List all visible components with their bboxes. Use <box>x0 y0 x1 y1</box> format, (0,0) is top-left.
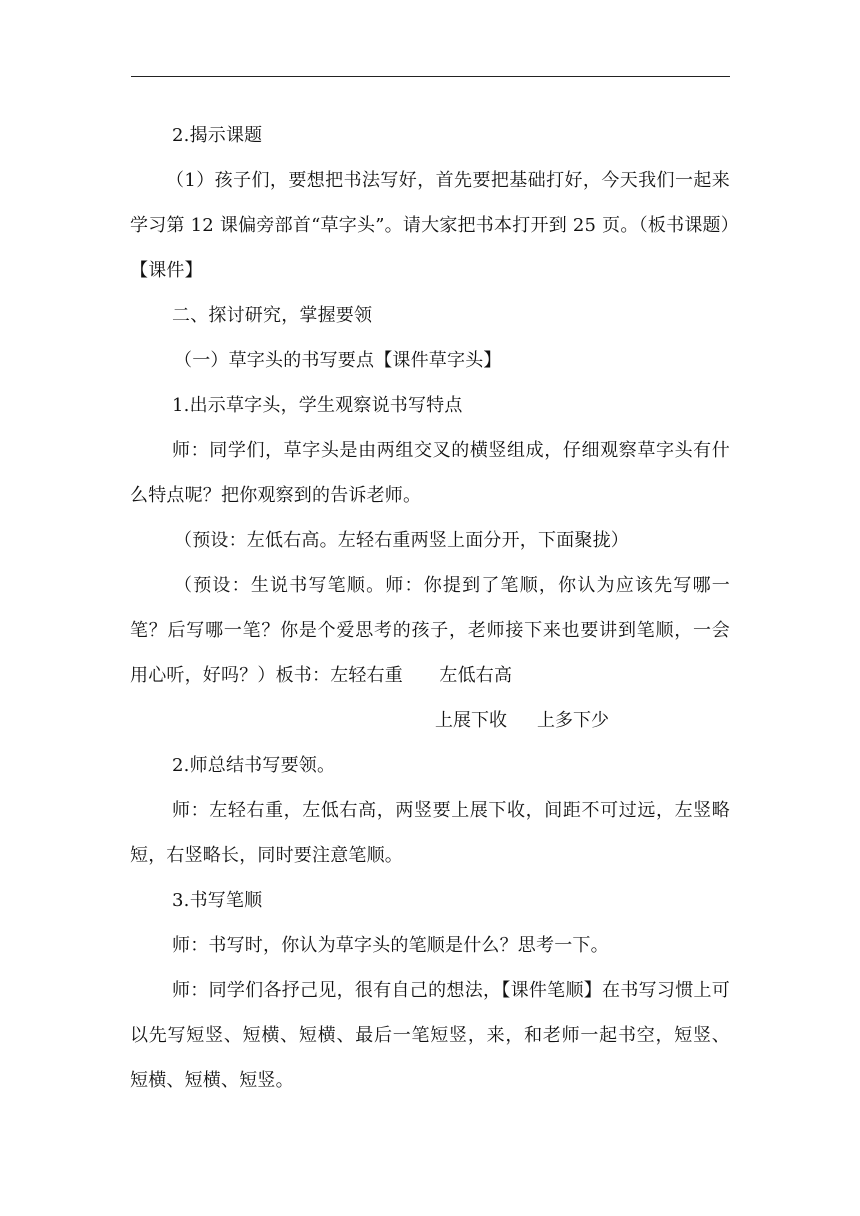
paragraph-intro: （1）孩子们，要想把书法写好，首先要把基础打好，今天我们一起来学习第 12 课偏旁部首“草字头”。请大家把书本打开到 25 页。（板书课题）【课件】 <box>130 170 730 281</box>
step-heading-stroke-order: 3.书写笔顺 <box>172 890 263 911</box>
section-heading-reveal-topic: 2.揭示课题 <box>172 125 263 146</box>
board-item-up-spread: 上展下收 <box>435 710 507 731</box>
step-heading-show-radical: 1.出示草字头，学生观察说书写特点 <box>172 395 463 416</box>
paragraph-teacher-summary: 师：左轻右重，左低右高，两竖要上展下收，间距不可过远，左竖略短，右竖略长，同时要注意笔顺。 <box>130 800 730 866</box>
paragraph-teacher-observe: 师：同学们，草字头是由两组交叉的横竖组成，仔细观察草字头有什么特点呢？把你观察到的告诉老师。 <box>130 440 730 506</box>
paragraph-preset-2: （预设：生说书写笔顺。师：你提到了笔顺，你认为应该先写哪一笔？后写哪一笔？你是个爱思考的孩子，老师接下来也要讲到笔顺，一会用心听，好吗？）板书：左轻右重 左低右高 <box>130 575 730 686</box>
section-heading-explore: 二、探讨研究，掌握要领 <box>172 305 373 326</box>
board-writing-line-2 <box>130 698 730 743</box>
board-item-more-top: 上多下少 <box>537 710 609 731</box>
header-rule <box>131 76 730 77</box>
subsection-heading-writing-points: （一）草字头的书写要点【课件草字头】 <box>174 350 502 371</box>
paragraph-preset-1: （预设：左低右高。左轻右重两竖上面分开，下面聚拢） <box>174 530 629 551</box>
paragraph-teacher-question: 师：书写时，你认为草字头的笔顺是什么？思考一下。 <box>172 935 609 956</box>
step-heading-summary: 2.师总结书写要领。 <box>172 755 336 776</box>
document-body <box>130 113 730 1103</box>
paragraph-teacher-stroke-order: 师：同学们各抒己见，很有自己的想法，【课件笔顺】在书写习惯上可以先写短竖、短横、短横、最后一笔短竖，来，和老师一起书空，短竖、短横、短横、短竖。 <box>130 980 730 1091</box>
